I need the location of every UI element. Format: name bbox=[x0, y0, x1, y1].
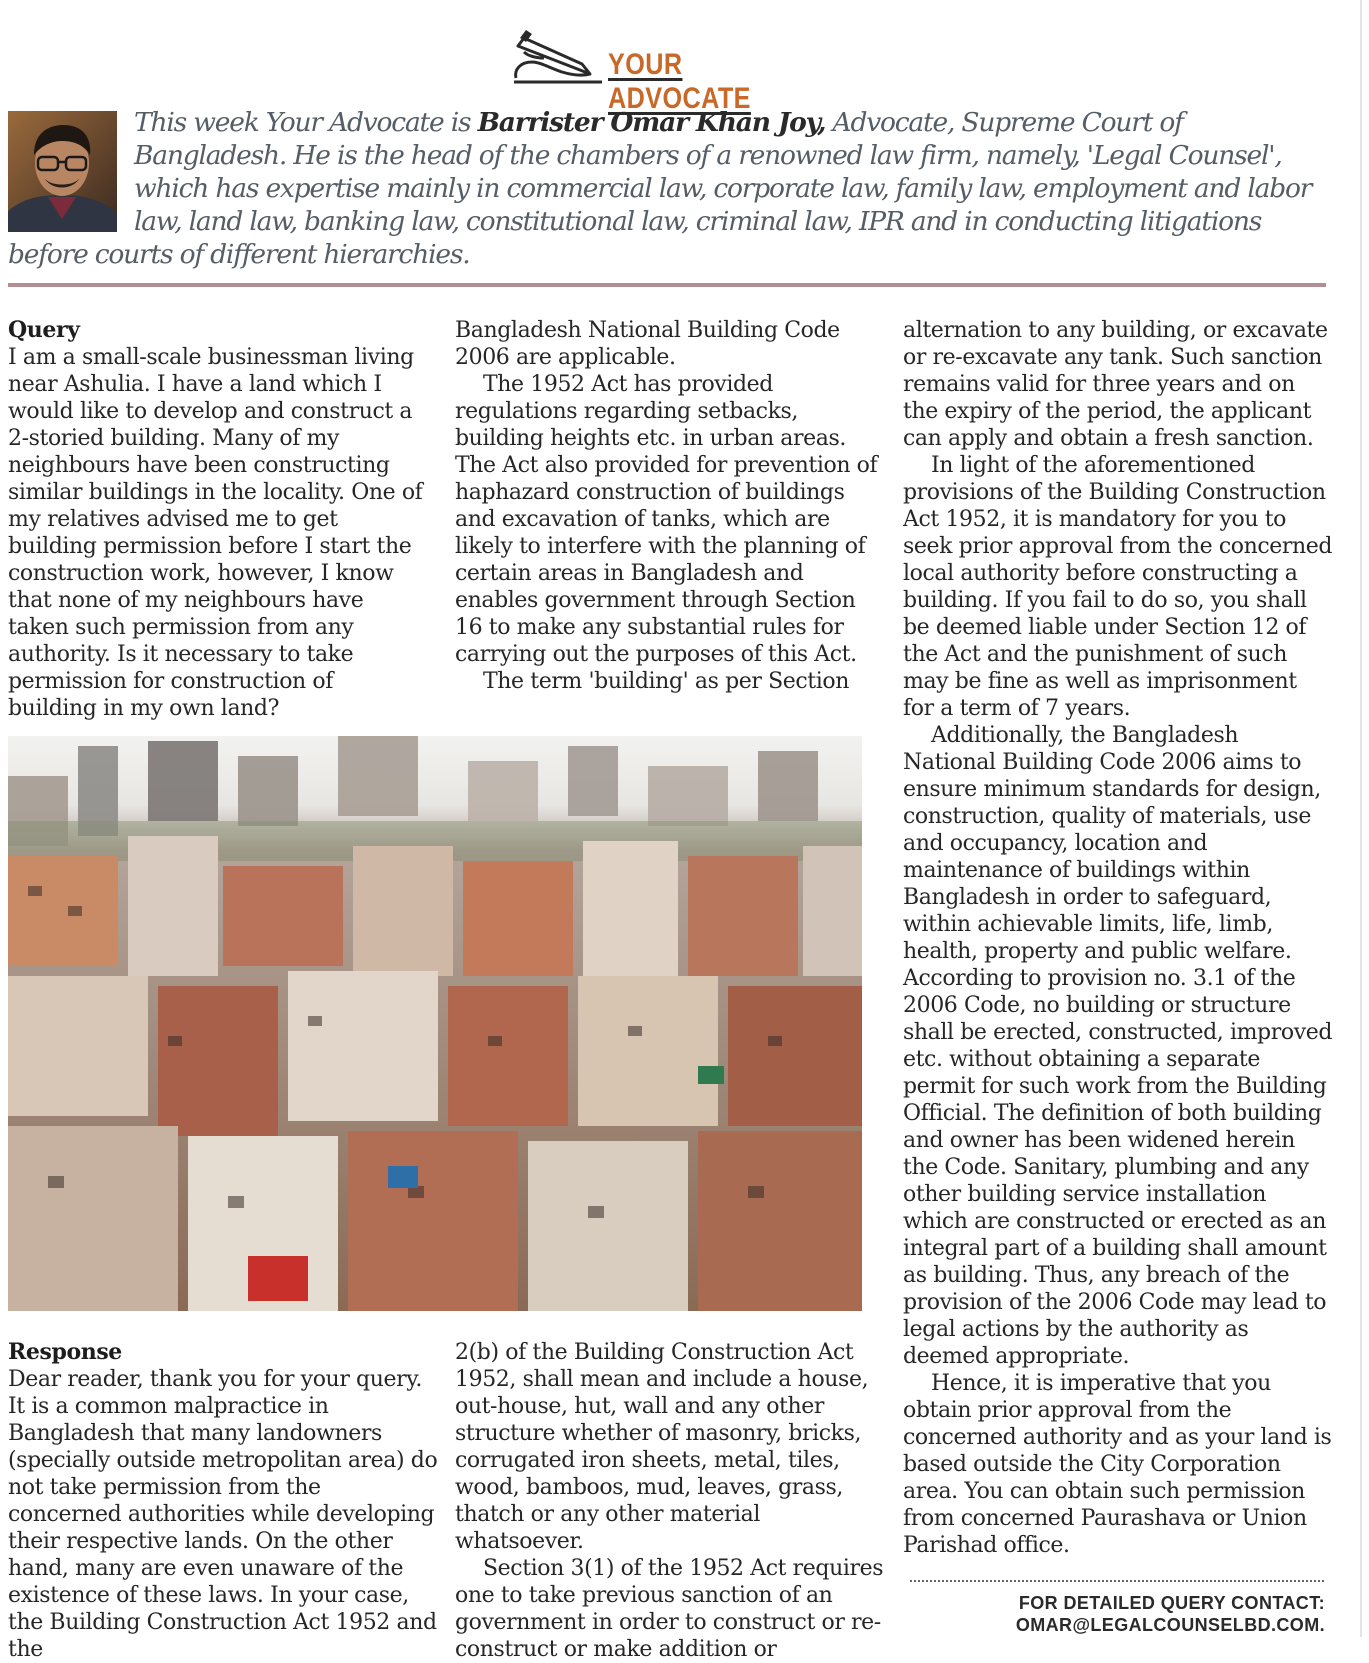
contact-info bbox=[1016, 1592, 1325, 1636]
response-heading: Response bbox=[8, 1339, 122, 1365]
response-paragraph: Hence, it is imperative that you obtain prior approval from the concerned authority and as your land is based outside the City Corporation area. You can obtain such permission from concerned Paurashava or Union Parishad office. bbox=[903, 1371, 1332, 1558]
response-paragraph: Bangladesh National Building Code 2006 are applicable. bbox=[455, 318, 840, 370]
column-header bbox=[510, 12, 830, 115]
advocate-intro bbox=[8, 106, 1338, 271]
page-edge bbox=[1360, 0, 1362, 1637]
response-paragraph: Dear reader, thank you for your query. It is a common malpractice in Bangladesh that many landowners (specially outside metropolitan area) do not take permission from the concerned authorities while developing their respective lands. On the other hand, many are even unaware of the existence of these laws. In your case, the Building Construction Act 1952 and the bbox=[8, 1367, 438, 1662]
contact-email[interactable]: OMAR@LEGALCOUNSELBD.COM. bbox=[1015, 1615, 1325, 1635]
response-paragraph: In light of the aforementioned provisions of the Building Construction Act 1952, it is mandatory for you to seek prior approval from the concerned local authority before constructing a building. If you fail to do so, you shall be deemed liable under Section 12 of the Act and the punishment of such may be fine as well as imprisonment for a term of 7 years. bbox=[903, 453, 1333, 721]
response-column-2 bbox=[455, 317, 885, 695]
intro-lead: This week Your Advocate is bbox=[134, 107, 478, 138]
pen-on-paper-icon bbox=[510, 12, 620, 84]
response-paragraph: Section 3(1) of the 1952 Act requires one to take previous sanction of an government in order to construct or re-construct or make addition or bbox=[455, 1556, 884, 1662]
dotted-separator bbox=[910, 1580, 1324, 1582]
city-buildings-photo bbox=[8, 736, 862, 1311]
query-text: I am a small-scale businessman living near Ashulia. I have a land which I would like to develop and construct a 2-storied building. Many of my neighbours have been constructing similar buildings in the locality. One of my relatives advised me to get building permission before I start the construction work, however, I know that none of my neighbours have taken such permission from any authority. Is it necessary to take permission for construction of building in my own land? bbox=[8, 345, 423, 721]
query-heading: Query bbox=[8, 317, 80, 343]
intro-description: Advocate, Supreme Court of Bangladesh. He is the head of the chambers of a renowned law firm, namely, 'Legal Counsel', which has expertise mainly in commercial law, corporate law, family law, employment and labor law, land law, banking law, constitutional law, criminal law, IPR and in conducting litigations before courts of different hierarchies. bbox=[8, 107, 1312, 270]
advocate-name: Barrister Omar Khan Joy, bbox=[477, 107, 826, 138]
response-paragraph: alternation to any building, or excavate or re-excavate any tank. Such sanction remains valid for three years and on the expiry of the period, the applicant can apply and obtain a fresh sanction. bbox=[903, 318, 1328, 451]
response-column-2-bottom bbox=[455, 1339, 885, 1663]
response-column-3 bbox=[903, 317, 1333, 1559]
response-paragraph: The term 'building' as per Section bbox=[483, 669, 849, 694]
query-column bbox=[8, 317, 428, 722]
response-column-1 bbox=[8, 1339, 438, 1663]
response-paragraph: The 1952 Act has provided regulations regarding setbacks, building heights etc. in urban areas. The Act also provided for prevention of haphazard construction of buildings and excavation of tanks, which are likely to interfere with the planning of certain areas in Bangladesh and enables government through Section 16 to make any substantial rules for carrying out the purposes of this Act. bbox=[455, 372, 878, 667]
response-paragraph: 2(b) of the Building Construction Act 1952, shall mean and include a house, out-house, hut, wall and any other structure whether of masonry, bricks, corrugated iron sheets, metal, tiles, wood, bamboos, mud, leaves, grass, thatch or any other material whatsoever. bbox=[455, 1340, 869, 1554]
section-divider bbox=[8, 283, 1326, 287]
response-paragraph: Additionally, the Bangladesh National Building Code 2006 aims to ensure minimum standards for design, construction, quality of materials, use and occupancy, location and maintenance of buildings within Bangladesh in order to safeguard, within achievable limits, life, limb, health, property and public welfare. According to provision no. 3.1 of the 2006 Code, no building or structure shall be erected, constructed, improved etc. without obtaining a separate permit for such work from the Building Official. The definition of both building and owner has been widened herein the Code. Sanitary, plumbing and any other building service installation which are constructed or erected as an integral part of a building shall amount as building. Thus, any breach of the provision of the 2006 Code may lead to legal actions by the authority as deemed appropriate. bbox=[903, 723, 1333, 1369]
column-title: YOUR ADVOCATE bbox=[608, 48, 751, 115]
contact-label: FOR DETAILED QUERY CONTACT: bbox=[1018, 1593, 1325, 1613]
